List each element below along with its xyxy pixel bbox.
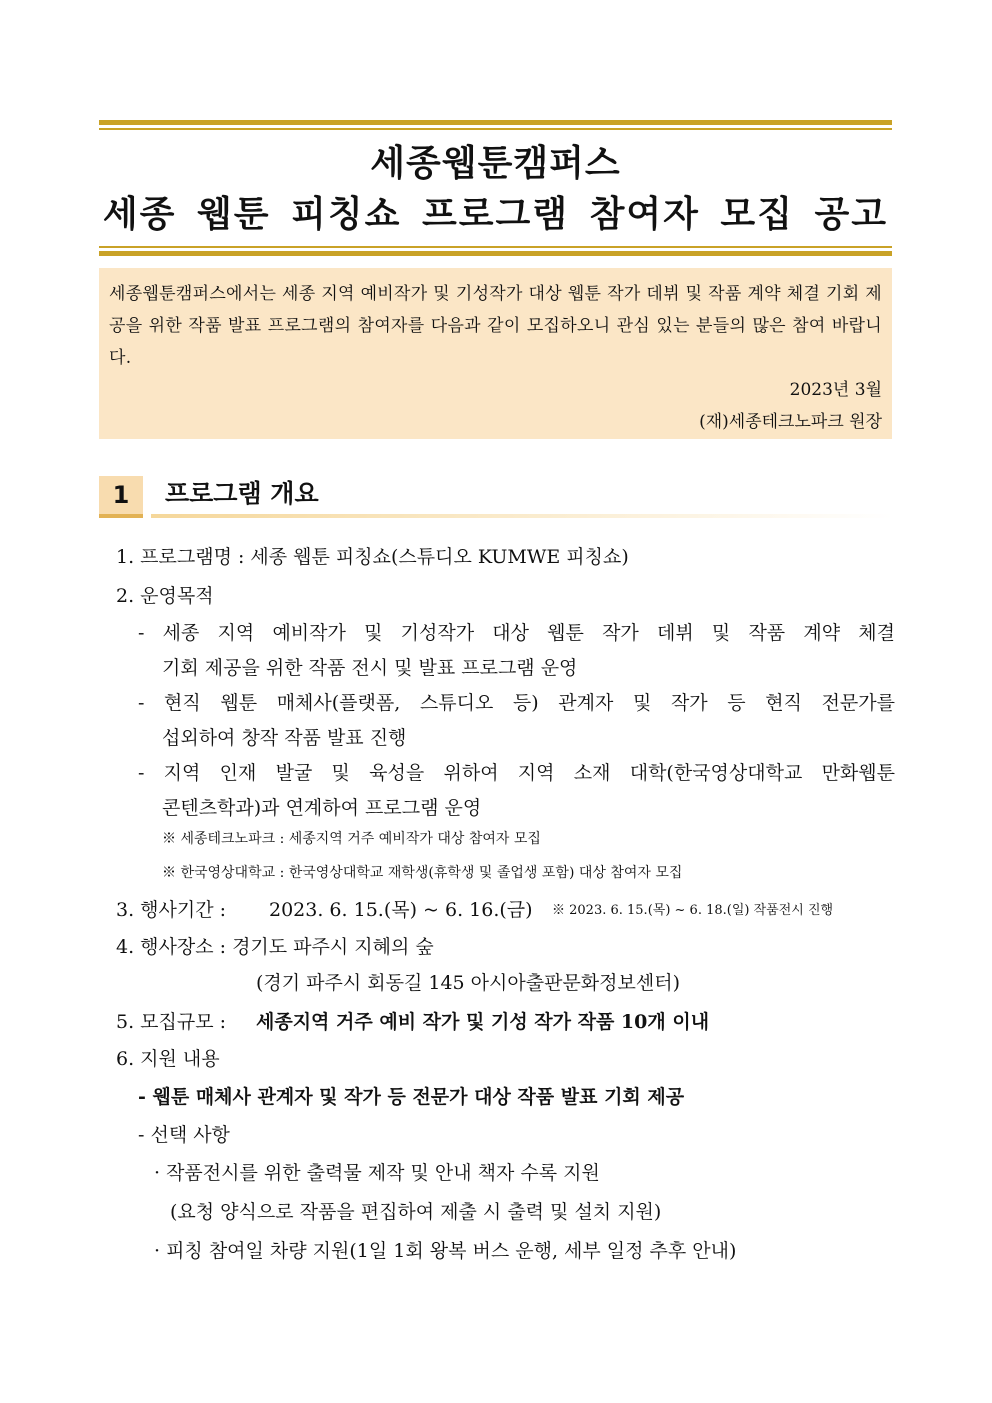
title-line-1: 세종웹툰캠퍼스 (370, 143, 621, 184)
item-scale-value: 세종지역 거주 예비 작가 및 기성 작가 작품 10개 이내 (256, 1011, 710, 1033)
title-line-2: 세종 웹툰 피칭쇼 프로그램 참여자 모집 공고 (102, 194, 889, 235)
note-sejong-tp: ※ 세종테크노파크 : 세종지역 거주 예비작가 대상 참여자 모집 (162, 831, 541, 847)
item-venue: 4. 행사장소 : 경기도 파주시 지혜의 숲 (116, 936, 434, 958)
purpose-bullet-3: - 지역 인재 발굴 및 육성을 위하여 지역 소재 대학(한국영상대학교 만화웹툰 (138, 762, 895, 784)
item-program-name: 1. 프로그램명 : 세종 웹툰 피칭쇼(스튜디오 KUMWE 피칭쇼) (116, 546, 629, 568)
optional-item-2: · 피칭 참여일 차량 지원(1일 1회 왕복 버스 운행, 세부 일정 추후 안내) (154, 1240, 737, 1262)
purpose-bullet-3-cont: 콘텐츠학과)과 연계하여 프로그램 운영 (162, 797, 482, 819)
title-rule-thin (99, 246, 892, 248)
support-main: - 웹툰 매체사 관계자 및 작가 등 전문가 대상 작품 발표 기회 제공 (138, 1086, 685, 1108)
title-rule-thick (99, 251, 892, 256)
item-support-label: 6. 지원 내용 (116, 1048, 220, 1070)
top-rule-thick (99, 120, 892, 125)
item-venue-address: (경기 파주시 회동길 145 아시아출판문화정보센터) (256, 972, 680, 994)
section-underline (151, 514, 892, 518)
item-purpose-label: 2. 운영목적 (116, 585, 214, 607)
item-period-value: 2023. 6. 15.(목) ~ 6. 16.(금) (269, 899, 533, 921)
section-header (99, 476, 892, 518)
purpose-bullet-2: - 현직 웹툰 매체사(플랫폼, 스튜디오 등) 관계자 및 작가 등 현직 전문가를 (138, 692, 895, 714)
item-period-label: 3. 행사기간 : (116, 899, 227, 921)
item-period-note: ※ 2023. 6. 15.(목) ~ 6. 18.(일) 작품전시 진행 (552, 903, 834, 918)
item-scale-label: 5. 모집규모 : (116, 1011, 227, 1033)
section-number-bar (99, 514, 143, 518)
note-korea-film-univ: ※ 한국영상대학교 : 한국영상대학교 재학생(휴학생 및 졸업생 포함) 대상 참여자 모집 (162, 865, 683, 881)
purpose-bullet-1: - 세종 지역 예비작가 및 기성작가 대상 웹툰 작가 데뷔 및 작품 계약 체결 (138, 622, 895, 644)
section-number-text: 1 (112, 481, 130, 509)
document-title (99, 140, 892, 242)
optional-item-1: · 작품전시를 위한 출력물 제작 및 안내 책자 수록 지원 (154, 1162, 600, 1184)
announcement-signature: (재)세종테크노파크 원장 (699, 412, 882, 432)
announcement-date: 2023년 3월 (789, 380, 882, 400)
support-optional: - 선택 사항 (138, 1124, 230, 1146)
purpose-bullet-1-cont: 기회 제공을 위한 작품 전시 및 발표 프로그램 운영 (162, 657, 578, 679)
section-title: 프로그램 개요 (165, 479, 319, 508)
intro-body: 세종웹툰캠퍼스에서는 세종 지역 예비작가 및 기성작가 대상 웹툰 작가 데뷔 및 작품 계약 체결 기회 제공을 위한 작품 발표 프로그램의 참여자를 다음과 같이 모집하오니 관심 있는 분들의 많은 참여 바랍니다. (109, 284, 882, 368)
purpose-bullet-2-cont: 섭외하여 창작 작품 발표 진행 (162, 727, 407, 749)
intro-box (99, 268, 892, 439)
optional-item-1-note: (요청 양식으로 작품을 편집하여 제출 시 출력 및 설치 지원) (170, 1201, 662, 1223)
section-number (99, 476, 143, 518)
top-rule-thin (99, 128, 892, 130)
